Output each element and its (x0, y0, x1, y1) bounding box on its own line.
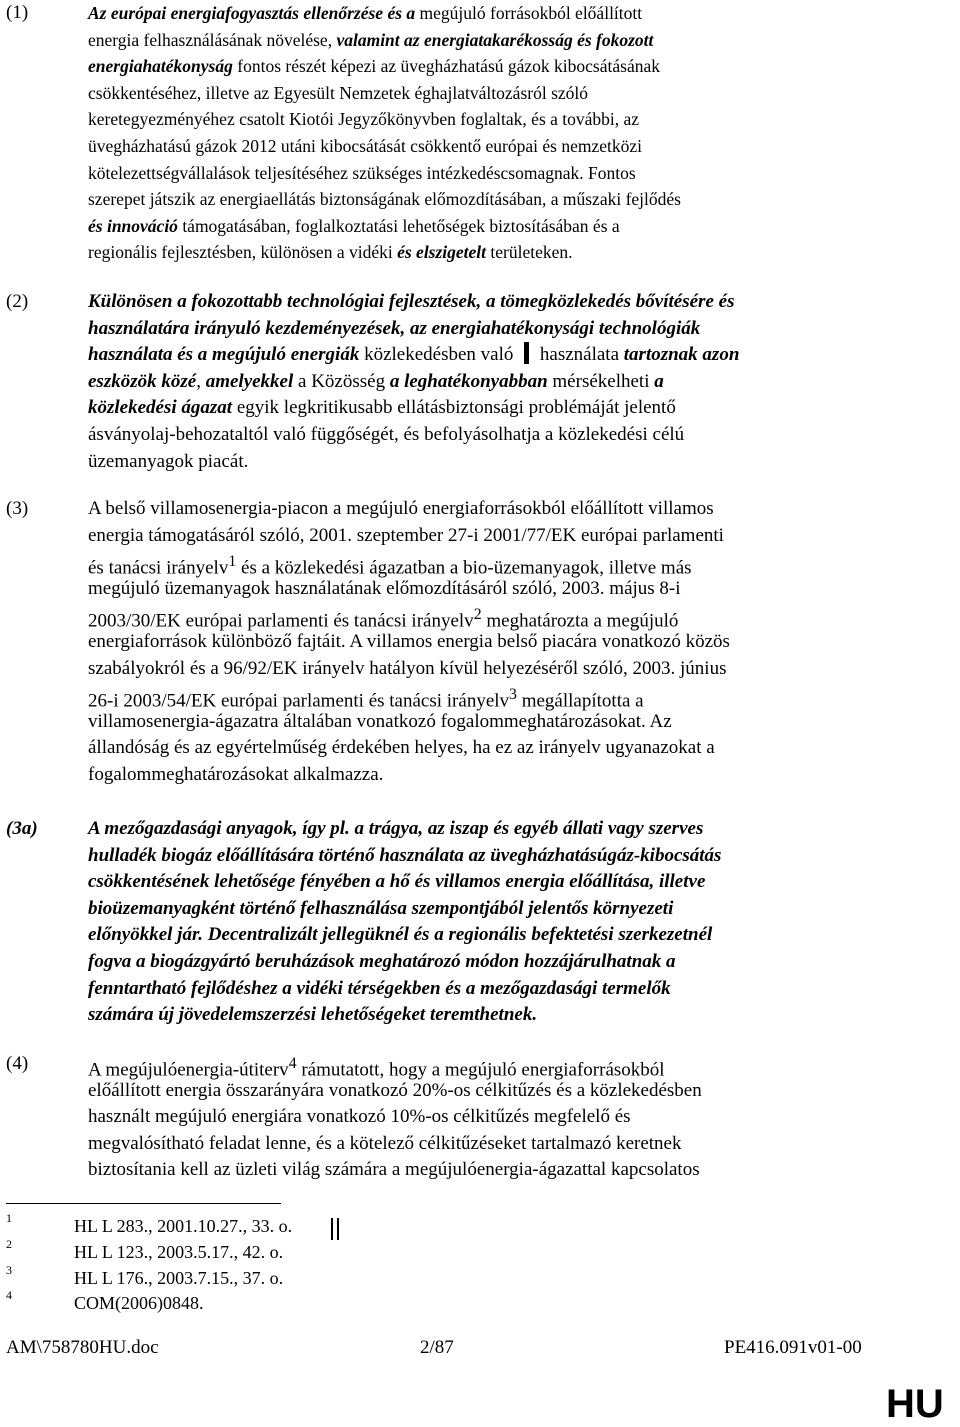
text-run: villamosenergia-ágazatra általában vonatkozó fogalommeghatározásokat. Az (88, 710, 672, 732)
text-run: keretegyezményéhez csatolt Kiotói Jegyzőkönyvben foglaltak, és a további, az (88, 109, 640, 130)
text-line (88, 289, 888, 316)
text-run: állandóság és az egyértelműség érdekében helyes, ha ez az irányelv ugyanazokat a (88, 737, 715, 759)
text-run: Az európai energiafogyasztás ellenőrzése és a (88, 3, 420, 23)
text-line (88, 395, 888, 422)
text-run: bioüzemanyagként történő felhasználása szempontjából jelentős környezeti (88, 897, 674, 919)
text-line (88, 549, 888, 579)
text-line (88, 682, 888, 712)
text-line (88, 576, 888, 603)
text-run: energiaforrások különböző fajtáit. A villamos energia belső piacára vonatkozó közös (88, 630, 730, 652)
text-line (88, 422, 888, 449)
text-run: meghatározta a megújuló (481, 610, 679, 632)
text-run: használt megújuló energiára vonatkozó 10%-os célkitűzés megfelelő és (88, 1106, 631, 1128)
text-line (88, 656, 888, 683)
text-run: A mezőgazdasági anyagok, így pl. a trágya, az iszap és egyéb állati vagy szerves (88, 818, 704, 839)
text-run: használata és a megújuló energiák (88, 344, 360, 366)
text-run: üzemanyagok piacát. (88, 450, 249, 472)
text-run: közlekedésben való (359, 344, 519, 366)
text-line (88, 369, 888, 396)
footnote-text: COM(2006)0848. (74, 1293, 204, 1313)
paragraph-number: (1) (6, 2, 29, 23)
footnote-text: HL L 123., 2003.5.17., 42. o. (74, 1242, 284, 1262)
text-run: regionális fejlesztésben, különösen a vidéki (88, 242, 398, 263)
change-bar (524, 342, 529, 364)
text-run: támogatásában, foglalkoztatási lehetőségek biztosításában és a (177, 215, 620, 236)
text-run: mérsékelheti (547, 370, 655, 392)
text-line (88, 762, 888, 789)
text-run: a Közösség (293, 370, 390, 392)
text-run: szabályokról és a 96/92/EK irányelv hatályon kívül helyezéséről szóló, 2003. június (88, 657, 727, 679)
text-line (88, 735, 888, 762)
text-run: és innováció (88, 215, 178, 236)
paragraph-number: (3a) (6, 818, 38, 839)
text-line (88, 869, 888, 896)
language-code: HU (886, 1382, 944, 1426)
footnote-separator (6, 1203, 281, 1204)
text-run: valamint az energiatakarékosság és fokozott (336, 29, 654, 50)
text-line (88, 1131, 888, 1158)
text-line (88, 523, 888, 550)
text-line (88, 160, 888, 187)
text-run: egyik legkritikusabb ellátásbiztonsági problémáját jelentő (232, 397, 676, 419)
text-line (88, 239, 888, 266)
footnote-reference: 4 (288, 1055, 297, 1072)
footer-filename: AM\758780HU.doc (6, 1337, 159, 1358)
text-line (88, 106, 888, 133)
text-line (88, 449, 888, 476)
footer-page-number: 2/87 (420, 1337, 454, 1358)
footer-reference: PE416.091v01-00 (724, 1337, 862, 1358)
text-line (88, 1157, 888, 1184)
text-line (88, 709, 888, 736)
text-run: tartoznak azon (623, 344, 740, 366)
text-run: kötelezettségvállalások teljesítéséhez szükséges intézkedéscsomagnak. Fontos (88, 162, 636, 183)
footnote-mark: 2 (6, 1237, 12, 1251)
text-line (88, 816, 888, 843)
text-run: megújuló forrásokból előállított (419, 3, 643, 23)
text-run: területeken. (486, 242, 573, 263)
text-run: és a közlekedési ágazatban a bio-üzemanyagok, illetve más (236, 557, 692, 579)
footnote-mark: 4 (6, 1288, 12, 1302)
text-run: a leghatékonyabban (389, 370, 548, 392)
text-run: előállított energia összarányára vonatkozó 20%-os célkitűzés és a közlekedésben (88, 1079, 702, 1101)
paragraph-text (88, 1051, 888, 1184)
paragraph-text (88, 0, 888, 266)
text-run: fogalommeghatározásokat alkalmazza. (88, 763, 384, 785)
text-line (88, 496, 888, 523)
text-run: előnyökkel jár. Decentralizált jellegüknél és a regionális befektetési szerkezetnél (88, 924, 713, 946)
text-line (88, 213, 888, 240)
paragraph-number: (3) (6, 498, 29, 519)
footnote-reference: 2 (473, 606, 482, 624)
text-run: megállapította a (516, 690, 644, 712)
text-line (88, 80, 888, 107)
text-line (88, 1051, 888, 1081)
text-line (88, 922, 888, 949)
text-run: közlekedési ágazat (88, 397, 233, 419)
text-run: fenntartható fejlődéshez a vidéki térségekben és a mezőgazdasági termelők (88, 977, 671, 999)
paragraph-text (88, 289, 888, 475)
paragraph-text (88, 496, 888, 789)
text-run: üvegházhatású gázok 2012 utáni kibocsátását csökkentő európai és nemzetközi (88, 135, 642, 156)
text-run: számára új jövedelemszerzési lehetőségeket teremthetnek. (88, 1004, 538, 1026)
text-line (88, 602, 888, 632)
footnote-reference: 1 (228, 553, 237, 571)
text-run: biztosítania kell az üzleti világ számára a megújulóenergia-ágazattal kapcsolatos (88, 1159, 700, 1181)
text-line (88, 976, 888, 1003)
text-run: használatára irányuló kezdeményezések, az energiahatékonysági technológiák (88, 317, 701, 339)
footnote-reference: 3 (509, 686, 517, 704)
text-run: megvalósítható feladat lenne, és a kötelező célkitűzéseket tartalmazó keretnek (88, 1132, 682, 1154)
text-line (88, 1104, 888, 1131)
text-run: csökkentésének lehetősége fényében a hő és villamos energia előállítása, illetve (88, 871, 706, 893)
text-run: fogva a biogázgyártó beruházások meghatározó módon hozzájárulhatnak a (88, 950, 676, 972)
text-run: A belső villamosenergia-piacon a megújuló energiaforrásokból előállított villamos (88, 498, 714, 519)
text-run: amelyekkel (205, 370, 294, 392)
text-line (88, 629, 888, 656)
paragraph-text (88, 816, 888, 1029)
text-line (88, 316, 888, 343)
text-run: energia támogatásáról szóló, 2001. szeptember 27-i 2001/77/EK európai parlamenti (88, 524, 724, 546)
footnote-text: HL L 283., 2001.10.27., 33. o. (74, 1216, 293, 1236)
text-run: Különösen a fokozottabb technológiai fejlesztések, a tömegközlekedés bővítésére és (88, 291, 735, 312)
text-run: hulladék biogáz előállítására történő használata az üvegházhatásúgáz-kibocsátás (88, 844, 722, 866)
text-line (88, 53, 888, 80)
text-run: csökkentéséhez, illetve az Egyesült Nemzetek éghajlatváltozásról szóló (88, 82, 589, 103)
text-line (88, 342, 888, 369)
text-run: eszközök közé (88, 370, 197, 392)
footnote-mark: 1 (6, 1211, 12, 1225)
text-run: és tanácsi irányelv (88, 557, 229, 579)
text-run: a (654, 370, 664, 392)
paragraph-number: (2) (6, 291, 29, 312)
footnote-mark: 3 (6, 1263, 12, 1277)
text-run: rámutatott, hogy a megújuló energiaforrásokból (296, 1059, 665, 1081)
text-run: fontos részét képezi az üvegházhatású gázok kibocsátásának (232, 56, 660, 77)
text-line (88, 896, 888, 923)
text-line (88, 949, 888, 976)
text-run: megújuló üzemanyagok használatának előmozdításáról szóló, 2003. május 8-i (88, 577, 681, 599)
footnote-text: HL L 176., 2003.7.15., 37. o. (74, 1268, 284, 1288)
text-run: és elszigetelt (397, 242, 487, 263)
text-line (88, 1002, 888, 1029)
text-run: használata (535, 344, 624, 366)
text-run: ásványolaj-behozataltól való függőségét, és befolyásolhatja a közlekedési célú (88, 423, 685, 445)
text-run: szerepet játszik az energiaellátás biztonságának előmozdításában, a műszaki fejlődés (88, 189, 681, 210)
text-line (88, 843, 888, 870)
text-line (88, 0, 888, 27)
text-line (88, 133, 888, 160)
change-bar (337, 1218, 339, 1240)
text-run: A megújulóenergia-útiterv (88, 1059, 289, 1081)
text-line (88, 186, 888, 213)
text-line (88, 1078, 888, 1105)
text-run: 26-i 2003/54/EK európai parlamenti és tanácsi irányelv (88, 690, 510, 712)
text-run: 2003/30/EK európai parlamenti és tanácsi irányelv (88, 610, 474, 632)
text-run: , (196, 370, 206, 392)
text-run: energia felhasználásának növelése, (88, 29, 337, 50)
text-line (88, 27, 888, 54)
text-run: energiahatékonyság (88, 56, 233, 77)
paragraph-number: (4) (6, 1053, 29, 1074)
change-bar (331, 1218, 333, 1240)
